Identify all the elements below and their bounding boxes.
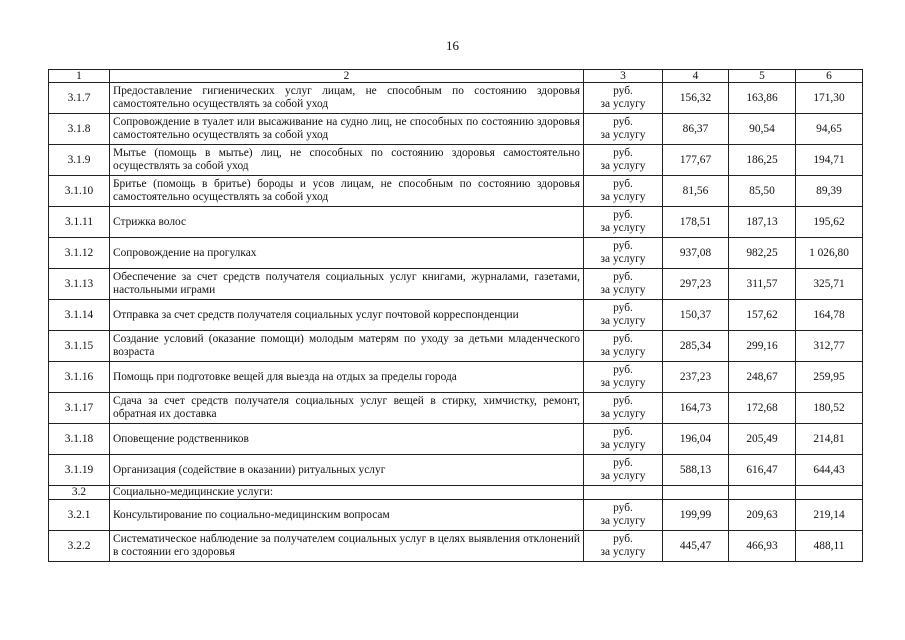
price-column-6: 171,30 bbox=[796, 83, 863, 114]
unit-of-measure bbox=[584, 393, 663, 424]
price-column-5: 299,16 bbox=[729, 331, 796, 362]
service-description: Сопровождение в туалет или высаживание на судно лиц, не способных по состоянию здоровья самостоятельно осуществлять за собой уход bbox=[110, 114, 584, 145]
unit-currency: руб. bbox=[613, 426, 633, 438]
service-number: 3.1.8 bbox=[49, 114, 110, 145]
service-number: 3.1.10 bbox=[49, 176, 110, 207]
table-row bbox=[49, 455, 863, 486]
section-row bbox=[49, 486, 863, 500]
service-number: 3.1.15 bbox=[49, 331, 110, 362]
table-row bbox=[49, 300, 863, 331]
unit-currency: руб. bbox=[613, 533, 633, 545]
tariff-table bbox=[48, 69, 863, 562]
unit-of-measure bbox=[584, 455, 663, 486]
table-row bbox=[49, 145, 863, 176]
section-title: Социально-медицинские услуги: bbox=[110, 486, 584, 500]
unit-per-service: за услугу bbox=[600, 439, 646, 451]
service-number: 3.1.7 bbox=[49, 83, 110, 114]
unit-of-measure bbox=[584, 176, 663, 207]
table-row bbox=[49, 176, 863, 207]
service-number: 3.1.19 bbox=[49, 455, 110, 486]
price-column-5: 205,49 bbox=[729, 424, 796, 455]
price-column-5: 982,25 bbox=[729, 238, 796, 269]
unit-per-service: за услугу bbox=[600, 315, 646, 327]
unit-per-service: за услугу bbox=[600, 191, 646, 203]
unit-currency: руб. bbox=[613, 271, 633, 283]
table-row bbox=[49, 331, 863, 362]
price-column-6: 164,78 bbox=[796, 300, 863, 331]
service-number: 3.2.1 bbox=[49, 500, 110, 531]
service-number: 3.1.9 bbox=[49, 145, 110, 176]
price-column-6: 89,39 bbox=[796, 176, 863, 207]
price-column-6: 325,71 bbox=[796, 269, 863, 300]
price-column-5: 616,47 bbox=[729, 455, 796, 486]
unit-currency: руб. bbox=[613, 209, 633, 221]
price-column-5: 157,62 bbox=[729, 300, 796, 331]
empty-cell bbox=[663, 486, 729, 500]
service-description: Организация (содействие в оказании) ритуальных услуг bbox=[110, 455, 584, 486]
unit-of-measure bbox=[584, 83, 663, 114]
unit-of-measure bbox=[584, 362, 663, 393]
service-number: 3.1.12 bbox=[49, 238, 110, 269]
price-column-4: 196,04 bbox=[663, 424, 729, 455]
price-column-5: 172,68 bbox=[729, 393, 796, 424]
price-column-6: 194,71 bbox=[796, 145, 863, 176]
table-row bbox=[49, 362, 863, 393]
service-description: Стрижка волос bbox=[110, 207, 584, 238]
price-column-5: 248,67 bbox=[729, 362, 796, 393]
unit-currency: руб. bbox=[613, 502, 633, 514]
table-row bbox=[49, 500, 863, 531]
column-header: 1 bbox=[49, 70, 110, 83]
empty-cell bbox=[584, 486, 663, 500]
unit-currency: руб. bbox=[613, 240, 633, 252]
price-column-5: 187,13 bbox=[729, 207, 796, 238]
price-column-5: 163,86 bbox=[729, 83, 796, 114]
unit-per-service: за услугу bbox=[600, 470, 646, 482]
price-column-6: 180,52 bbox=[796, 393, 863, 424]
unit-per-service: за услугу bbox=[600, 253, 646, 265]
unit-of-measure bbox=[584, 300, 663, 331]
service-description: Консультирование по социально-медицинским вопросам bbox=[110, 500, 584, 531]
unit-currency: руб. bbox=[613, 116, 633, 128]
price-column-5: 209,63 bbox=[729, 500, 796, 531]
price-column-5: 85,50 bbox=[729, 176, 796, 207]
price-column-5: 186,25 bbox=[729, 145, 796, 176]
table-row bbox=[49, 531, 863, 562]
price-column-6: 219,14 bbox=[796, 500, 863, 531]
price-column-6: 195,62 bbox=[796, 207, 863, 238]
price-column-4: 297,23 bbox=[663, 269, 729, 300]
price-column-4: 178,51 bbox=[663, 207, 729, 238]
unit-currency: руб. bbox=[613, 457, 633, 469]
unit-currency: руб. bbox=[613, 333, 633, 345]
column-header: 2 bbox=[110, 70, 584, 83]
service-number: 3.1.14 bbox=[49, 300, 110, 331]
table-row bbox=[49, 269, 863, 300]
price-column-4: 150,37 bbox=[663, 300, 729, 331]
price-column-6: 312,77 bbox=[796, 331, 863, 362]
service-description: Мытье (помощь в мытье) лиц, не способных по состоянию здоровья самостоятельно осуществлять за собой уход bbox=[110, 145, 584, 176]
column-header: 6 bbox=[796, 70, 863, 83]
unit-of-measure bbox=[584, 500, 663, 531]
unit-per-service: за услугу bbox=[600, 222, 646, 234]
service-number: 3.1.11 bbox=[49, 207, 110, 238]
price-column-6: 94,65 bbox=[796, 114, 863, 145]
unit-currency: руб. bbox=[613, 364, 633, 376]
unit-per-service: за услугу bbox=[600, 515, 646, 527]
service-description: Сопровождение на прогулках bbox=[110, 238, 584, 269]
service-description: Сдача за счет средств получателя социальных услуг вещей в стирку, химчистку, ремонт, обратная их доставка bbox=[110, 393, 584, 424]
price-column-4: 237,23 bbox=[663, 362, 729, 393]
unit-per-service: за услугу bbox=[600, 346, 646, 358]
price-column-4: 177,67 bbox=[663, 145, 729, 176]
unit-of-measure bbox=[584, 269, 663, 300]
table-header-row bbox=[49, 70, 863, 83]
unit-per-service: за услугу bbox=[600, 408, 646, 420]
service-number: 3.1.18 bbox=[49, 424, 110, 455]
page-number: 16 bbox=[446, 38, 459, 53]
empty-cell bbox=[729, 486, 796, 500]
unit-currency: руб. bbox=[613, 85, 633, 97]
column-header: 5 bbox=[729, 70, 796, 83]
table-row bbox=[49, 83, 863, 114]
unit-of-measure bbox=[584, 207, 663, 238]
service-description: Помощь при подготовке вещей для выезда на отдых за пределы города bbox=[110, 362, 584, 393]
price-column-4: 588,13 bbox=[663, 455, 729, 486]
service-number: 3.1.17 bbox=[49, 393, 110, 424]
service-description: Систематическое наблюдение за получателем социальных услуг в целях выявления отклонений в состоянии его здоровья bbox=[110, 531, 584, 562]
service-description: Создание условий (оказание помощи) молодым матерям по уходу за детьми младенческого возраста bbox=[110, 331, 584, 362]
service-number: 3.1.13 bbox=[49, 269, 110, 300]
price-column-4: 156,32 bbox=[663, 83, 729, 114]
unit-currency: руб. bbox=[613, 302, 633, 314]
unit-of-measure bbox=[584, 238, 663, 269]
price-column-4: 164,73 bbox=[663, 393, 729, 424]
unit-of-measure bbox=[584, 331, 663, 362]
column-header: 3 bbox=[584, 70, 663, 83]
unit-currency: руб. bbox=[613, 178, 633, 190]
unit-of-measure bbox=[584, 531, 663, 562]
price-column-4: 199,99 bbox=[663, 500, 729, 531]
price-column-6: 214,81 bbox=[796, 424, 863, 455]
table-row bbox=[49, 207, 863, 238]
price-column-5: 311,57 bbox=[729, 269, 796, 300]
section-number: 3.2 bbox=[49, 486, 110, 500]
service-number: 3.1.16 bbox=[49, 362, 110, 393]
service-number: 3.2.2 bbox=[49, 531, 110, 562]
price-column-6: 488,11 bbox=[796, 531, 863, 562]
service-description: Бритье (помощь в бритье) бороды и усов лицам, не способным по состоянию здоровья самостоятельно осуществлять за собой уход bbox=[110, 176, 584, 207]
empty-cell bbox=[796, 486, 863, 500]
table-row bbox=[49, 114, 863, 145]
service-description: Обеспечение за счет средств получателя социальных услуг книгами, журналами, газетами, настольными играми bbox=[110, 269, 584, 300]
unit-currency: руб. bbox=[613, 147, 633, 159]
unit-of-measure bbox=[584, 424, 663, 455]
column-header: 4 bbox=[663, 70, 729, 83]
service-description: Отправка за счет средств получателя социальных услуг почтовой корреспонденции bbox=[110, 300, 584, 331]
unit-of-measure bbox=[584, 114, 663, 145]
price-column-6: 259,95 bbox=[796, 362, 863, 393]
price-column-4: 445,47 bbox=[663, 531, 729, 562]
service-description: Оповещение родственников bbox=[110, 424, 584, 455]
table-row bbox=[49, 238, 863, 269]
price-column-4: 285,34 bbox=[663, 331, 729, 362]
unit-currency: руб. bbox=[613, 395, 633, 407]
unit-of-measure bbox=[584, 145, 663, 176]
unit-per-service: за услугу bbox=[600, 284, 646, 296]
table-row bbox=[49, 393, 863, 424]
service-description: Предоставление гигиенических услуг лицам, не способным по состоянию здоровья самостоятельно осуществлять за собой уход bbox=[110, 83, 584, 114]
price-column-5: 466,93 bbox=[729, 531, 796, 562]
table-row bbox=[49, 424, 863, 455]
unit-per-service: за услугу bbox=[600, 377, 646, 389]
unit-per-service: за услугу bbox=[600, 98, 646, 110]
price-column-4: 937,08 bbox=[663, 238, 729, 269]
price-column-5: 90,54 bbox=[729, 114, 796, 145]
price-column-6: 644,43 bbox=[796, 455, 863, 486]
unit-per-service: за услугу bbox=[600, 546, 646, 558]
price-column-4: 86,37 bbox=[663, 114, 729, 145]
unit-per-service: за услугу bbox=[600, 129, 646, 141]
unit-per-service: за услугу bbox=[600, 160, 646, 172]
price-column-6: 1 026,80 bbox=[796, 238, 863, 269]
price-column-4: 81,56 bbox=[663, 176, 729, 207]
